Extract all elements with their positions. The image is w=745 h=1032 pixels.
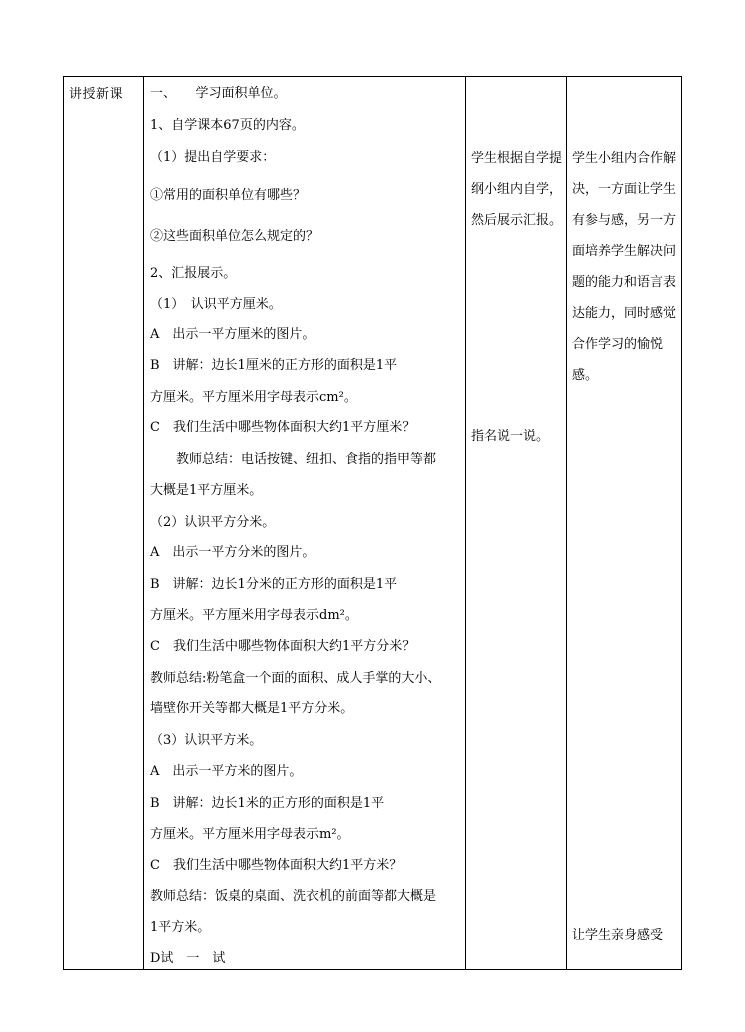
content-line: A 出示一平方米的图片。 [150,764,303,779]
content-line: 一、 学习面积单位。 [150,86,287,101]
content-line: 大概是1平方厘米。 [150,483,263,498]
content-line: 方厘米。平方厘米用字母表示cm²。 [150,390,357,405]
content-line: （1）提出自学要求： [150,150,276,165]
content-line: （2）认识平方分米。 [150,515,276,530]
content-line: ②这些面积单位怎么规定的？ [150,229,320,244]
content-line: C 我们生活中哪些物体面积大约1平方分米？ [150,639,416,654]
section-label-cell [64,77,142,969]
content-line: （3）认识平方米。 [150,733,263,748]
content-line: 墙壁你开关等都大概是1平方分米。 [150,701,354,716]
content-line: C 我们生活中哪些物体面积大约1平方米？ [150,858,403,873]
content-line: （1） 认识平方厘米。 [150,297,282,312]
content-line: C 我们生活中哪些物体面积大约1平方厘米？ [150,420,416,435]
content-line: 1、自学课本67页的内容。 [150,118,305,133]
content-line: 2、汇报展示。 [150,266,237,281]
content-line: A 出示一平方厘米的图片。 [150,327,316,342]
content-line: A 出示一平方分米的图片。 [150,545,316,560]
content-line: 教师总结:粉笔盒一个面的面积、成人手掌的大小、 [150,671,441,686]
content-line: ①常用的面积单位有哪些？ [150,188,307,203]
content-line: B 讲解：边长1厘米的正方形的面积是1平 [150,358,398,373]
content-line: 教师总结：饭桌的桌面、洗衣机的前面等都大概是 [150,889,437,904]
content-line: 方厘米。平方厘米用字母表示dm²。 [150,608,358,623]
section-label: 讲授新课 [69,87,124,102]
design-intent-text: 让学生亲身感受 [572,928,664,943]
content-line: 1平方米。 [150,920,211,935]
content-line: B 讲解：边长1分米的正方形的面积是1平 [150,577,398,592]
lesson-plan-table [63,76,682,970]
design-intent-cell [567,77,681,969]
student-activity-cell [466,77,565,969]
content-line: 教师总结：电话按键、纽扣、食指的指甲等都 [150,452,437,467]
content-line: B 讲解：边长1米的正方形的面积是1平 [150,796,385,811]
student-activity-text: 学生根据自学提纲小组内自学，然后展示汇报。 [471,151,563,228]
content-line: D试 一 试 [150,951,226,966]
design-intent-text: 学生小组内合作解决，一方面让学生有参与感，另一方面培养学生解决问题的能力和语言表达能力，同时感觉合作学习的愉悦感。 [572,151,677,383]
teaching-content-cell [144,77,464,969]
content-line: 方厘米。平方厘米用字母表示m²。 [150,827,350,842]
student-activity-text: 指名说一说。 [471,429,550,444]
